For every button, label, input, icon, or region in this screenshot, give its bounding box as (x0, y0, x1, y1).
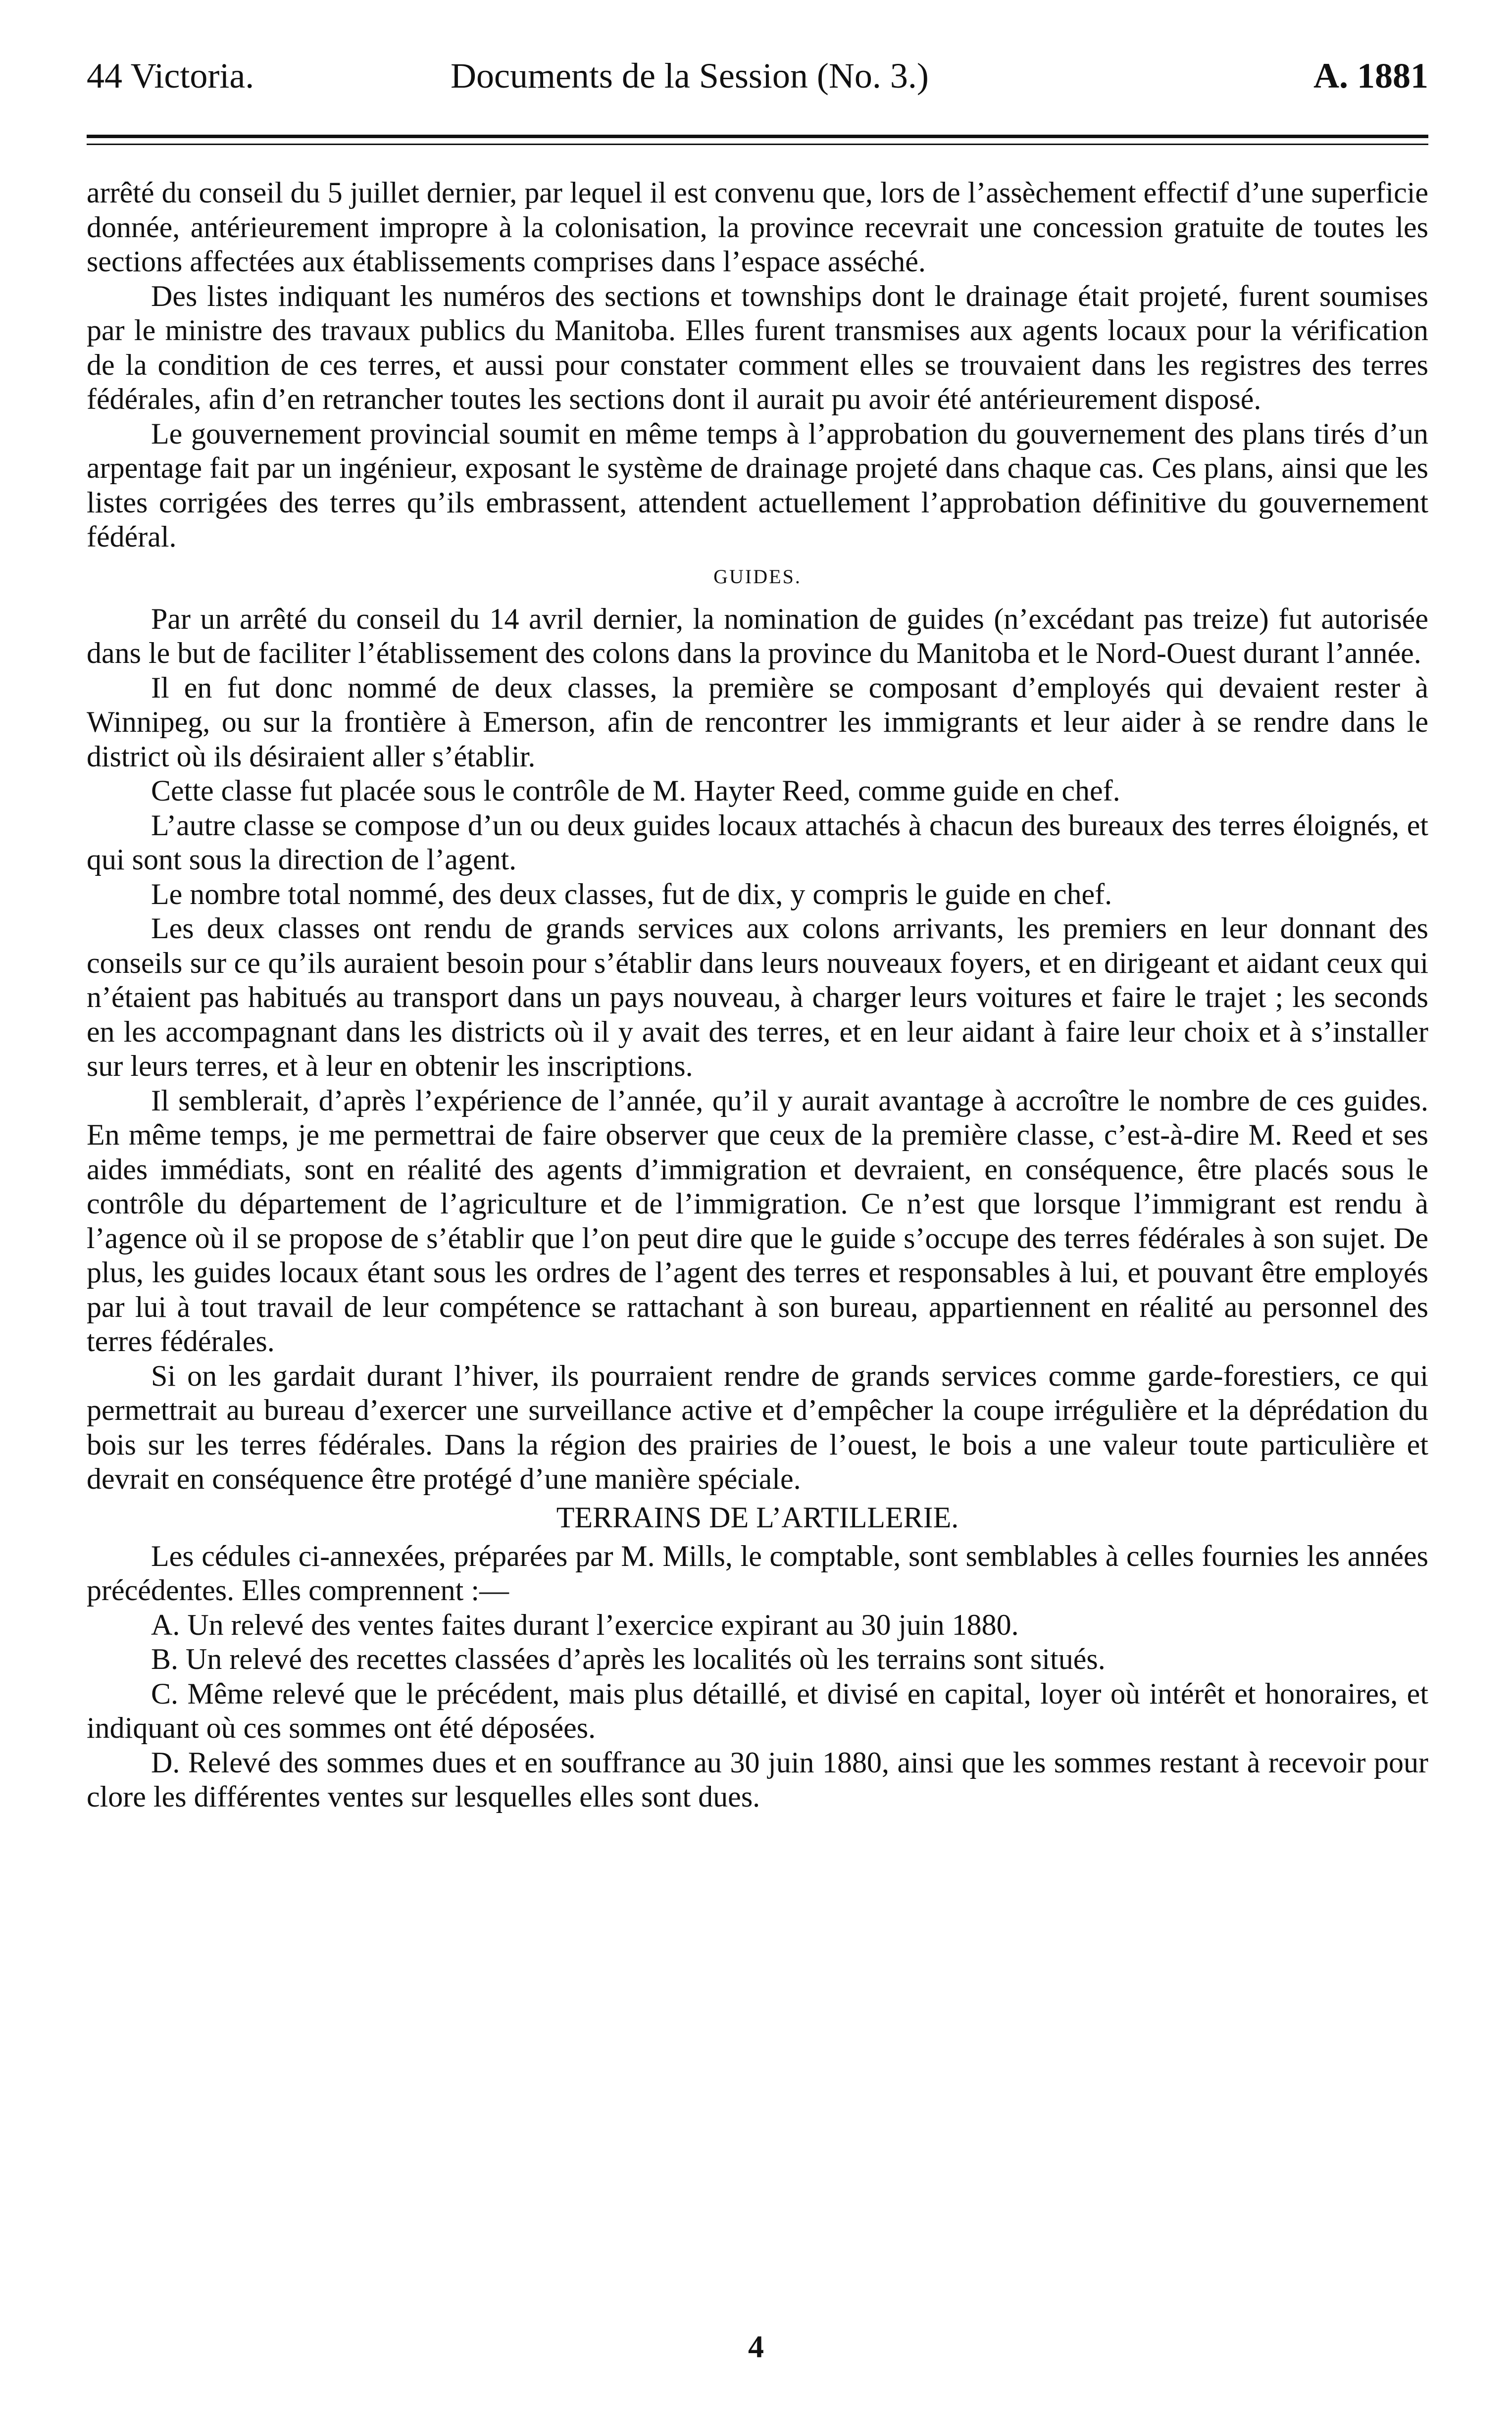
header-session-year: 44 Victoria. (87, 56, 254, 96)
paragraph-arrete: Par un arrêté du conseil du 14 avril dernier, la nomination de guides (n’excédant pas treize) fut autorisée dans le but de faciliter l’établissement des colons dans la province du Manitoba et le Nord-Ouest durant l’année. (87, 602, 1428, 669)
section-heading-guides: GUIDES. (713, 565, 802, 588)
header-year: A. 1881 (1313, 56, 1428, 96)
header-rule-thick (87, 135, 1428, 138)
paragraph-gouvernement: Le gouvernement provincial soumit en même temps à l’approbation du gouvernement des plans tirés d’un arpentage fait par un ingénieur, exposant le système de drainage projeté dans chaque cas. Ces plans, ainsi que les listes corrigées des terres qu’ils embrassent, attendent actuellement l’approbation définitive du gouvernement fédéral. (87, 417, 1428, 553)
section-heading-artillerie: TERRAINS DE L’ARTILLERIE. (556, 1501, 959, 1534)
page-body (87, 176, 1428, 1814)
header-rule-thin (87, 144, 1428, 145)
header-document-title: Documents de la Session (No. 3.) (451, 56, 929, 96)
list-item-b: B. Un relevé des recettes classées d’après les localités où les terrains sont situés. (151, 1643, 1106, 1675)
paragraph-autre-classe: L’autre classe se compose d’un ou deux guides locaux attachés à chacun des bureaux des terres éloignés, et qui sont sous la direction de l’agent. (87, 808, 1428, 876)
list-item-d: D. Relevé des sommes dues et en souffrance au 30 juin 1880, ainsi que les sommes restant à recevoir pour clore les différentes ventes sur lesquelles elles sont dues. (87, 1746, 1428, 1813)
paragraph-nombre: Le nombre total nommé, des deux classes, fut de dix, y compris le guide en chef. (151, 877, 1112, 910)
paragraph-services: Les deux classes ont rendu de grands services aux colons arrivants, les premiers en leur donnant des conseils sur ce qu’ils auraient besoin pour s’établir dans leurs nouveaux foyers, et en dirigeant et aidant ceux qui n’étaient pas habitués au transport dans un pays nouveau, à charger leurs voitures et faire le trajet ; les seconds en les accompagnant dans les districts où il y avait des terres, et en leur aidant à faire leur choix et à s’installer sur leurs terres, et à leur en obtenir les inscriptions. (87, 912, 1428, 1082)
list-item-a: A. Un relevé des ventes faites durant l’exercice expirant au 30 juin 1880. (151, 1608, 1019, 1641)
list-item-c: C. Même relevé que le précédent, mais plus détaillé, et divisé en capital, loyer où intérêt et honoraires, et indiquant où ces sommes ont été déposées. (87, 1677, 1428, 1744)
page-number: 4 (748, 2329, 764, 2364)
paragraph-intro: arrêté du conseil du 5 juillet dernier, par lequel il est convenu que, lors de l’assèchement effectif d’une superficie donnée, antérieurement impropre à la colonisation, la province recevrait une concession gratuite de toutes les sections affectées aux établissements comprises dans l’espace asséché. (87, 176, 1428, 278)
paragraph-controle: Cette classe fut placée sous le contrôle de M. Hayter Reed, comme guide en chef. (151, 774, 1120, 807)
paragraph-classes: Il en fut donc nommé de deux classes, la première se composant d’employés qui devaient rester à Winnipeg, ou sur la frontière à Emerson, afin de rencontrer les immigrants et leur aider à se rendre dans le district où ils désiraient aller s’établir. (87, 671, 1428, 773)
paragraph-listes: Des listes indiquant les numéros des sections et townships dont le drainage était projeté, furent soumises par le ministre des travaux publics du Manitoba. Elles furent transmises aux agents locaux pour la vérification de la condition de ces terres, et aussi pour constater comment elles se trouvaient dans les registres des terres fédérales, afin d’en retrancher toutes les sections dont il aurait pu avoir été antérieurement disposé. (87, 279, 1428, 415)
paragraph-cedules: Les cédules ci-annexées, préparées par M. Mills, le comptable, sont semblables à celles fournies les années précédentes. Elles comprennent :— (87, 1539, 1428, 1607)
paragraph-semblerait: Il semblerait, d’après l’expérience de l’année, qu’il y aurait avantage à accroître le nombre de ces guides. En même temps, je me permettrai de faire observer que ceux de la première classe, c’est-à-dire M. Reed et ses aides immédiats, sont en réalité des agents d’immigration et devraient, en conséquence, être placés sous le contrôle du département de l’agriculture et de l’immigration. Ce n’est que lorsque l’immigrant est rendu à l’agence où il se propose de s’établir que l’on peut dire que le guide s’occupe des terres fédérales à son sujet. De plus, les guides locaux étant sous les ordres de l’agent des terres et responsables à lui, et pouvant être employés par lui à tout travail de leur compétence se rattachant à son bureau, appartiennent en réalité au personnel des terres fédérales. (87, 1084, 1428, 1358)
running-header (87, 53, 1428, 98)
paragraph-hiver: Si on les gardait durant l’hiver, ils pourraient rendre de grands services comme garde-forestiers, ce qui permettrait au bureau d’exercer une surveillance active et d’empêcher la coupe irrégulière et la déprédation du bois sur les terres fédérales. Dans la région des prairies de l’ouest, le bois a une valeur toute particulière et devrait en conséquence être protégé d’une manière spéciale. (87, 1359, 1428, 1495)
